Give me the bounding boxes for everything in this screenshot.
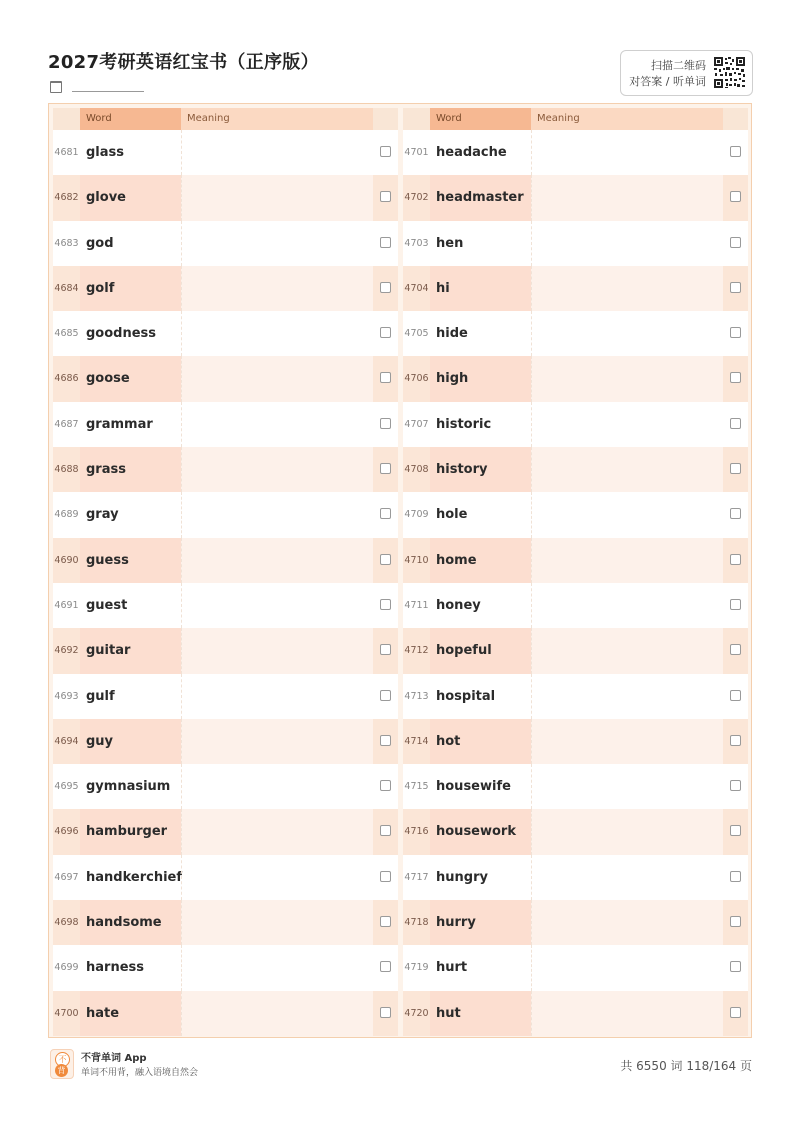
word-text: gulf — [86, 688, 115, 704]
meaning-cell[interactable] — [181, 945, 373, 990]
mastered-checkbox[interactable] — [730, 735, 741, 746]
word-number: 4710 — [403, 538, 430, 583]
check-cell — [373, 674, 398, 719]
meaning-cell[interactable] — [531, 175, 723, 220]
word-text: historic — [436, 416, 492, 432]
check-cell — [373, 311, 398, 356]
header-word: Word — [80, 108, 181, 130]
word-number: 4719 — [404, 962, 429, 974]
mastered-checkbox[interactable] — [730, 690, 741, 701]
header-meaning: Meaning — [531, 108, 723, 130]
word-text: hut — [430, 991, 531, 1036]
word-row — [53, 130, 398, 175]
mastered-checkbox[interactable] — [380, 282, 391, 293]
word-row — [53, 221, 398, 266]
word-number: 4695 — [54, 781, 79, 793]
meaning-cell[interactable] — [531, 130, 723, 175]
word-row — [403, 674, 748, 719]
check-cell — [373, 991, 398, 1036]
date-field[interactable] — [72, 91, 144, 92]
check-cell — [373, 266, 398, 311]
meaning-cell[interactable] — [181, 311, 373, 356]
word-row — [403, 764, 748, 809]
meaning-cell[interactable] — [531, 221, 723, 266]
word-text: glass — [86, 145, 125, 160]
header-word: Word — [430, 108, 531, 130]
check-cell — [723, 583, 748, 628]
app-name: 不背单词 App — [81, 1053, 147, 1064]
check-cell — [723, 764, 748, 809]
word-text: handsome — [80, 900, 181, 945]
mastered-checkbox[interactable] — [380, 372, 391, 383]
word-row — [53, 764, 398, 809]
word-text: housewife — [436, 779, 511, 795]
meaning-cell[interactable] — [181, 900, 373, 945]
check-cell — [723, 492, 748, 537]
meaning-cell[interactable] — [531, 311, 723, 356]
qr-caption — [629, 58, 706, 90]
check-cell — [373, 447, 398, 492]
word-text: hamburger — [80, 809, 181, 854]
mastered-checkbox[interactable] — [380, 599, 391, 610]
word-row — [53, 402, 398, 447]
check-cell — [373, 538, 398, 583]
word-row — [403, 266, 748, 311]
word-panel-right — [403, 108, 748, 1035]
word-number: 4705 — [404, 328, 429, 340]
word-row — [403, 945, 748, 990]
meaning-cell[interactable] — [531, 945, 723, 990]
mastered-checkbox[interactable] — [730, 825, 741, 836]
word-number: 4683 — [54, 237, 79, 249]
mastered-checkbox[interactable] — [730, 508, 741, 519]
mastered-checkbox[interactable] — [380, 463, 391, 474]
word-row — [403, 900, 748, 945]
check-cell — [723, 266, 748, 311]
word-row — [53, 855, 398, 900]
word-text: harness — [86, 960, 144, 976]
word-text: guess — [80, 538, 181, 583]
check-cell — [373, 855, 398, 900]
check-cell — [373, 719, 398, 764]
word-row — [53, 719, 398, 764]
word-number: 4701 — [404, 147, 429, 158]
mastered-checkbox[interactable] — [730, 418, 741, 429]
mastered-checkbox[interactable] — [380, 1007, 391, 1018]
check-cell — [373, 628, 398, 673]
mastered-checkbox[interactable] — [380, 825, 391, 836]
word-number: 4689 — [54, 509, 79, 521]
word-number: 4713 — [404, 690, 429, 702]
check-cell — [723, 719, 748, 764]
check-cell — [723, 130, 748, 175]
meaning-cell[interactable] — [531, 356, 723, 401]
page-info: 共 6550 词 118/164 页 — [620, 1059, 752, 1073]
word-text: high — [430, 356, 531, 401]
table-header — [53, 108, 398, 130]
meaning-cell[interactable] — [181, 583, 373, 628]
word-list — [403, 130, 748, 1036]
word-text: honey — [436, 597, 481, 613]
meaning-cell[interactable] — [181, 991, 373, 1036]
table-header — [403, 108, 748, 130]
meaning-cell[interactable] — [181, 130, 373, 175]
word-row — [53, 538, 398, 583]
mastered-checkbox[interactable] — [380, 871, 391, 882]
check-cell — [373, 221, 398, 266]
word-text: hot — [430, 719, 531, 764]
word-text: hurt — [436, 960, 468, 976]
check-cell — [373, 945, 398, 990]
word-number: 4720 — [403, 991, 430, 1036]
meaning-cell[interactable] — [531, 492, 723, 537]
meaning-cell[interactable] — [181, 266, 373, 311]
check-cell — [723, 356, 748, 401]
check-cell — [373, 130, 398, 175]
word-number: 4684 — [53, 266, 80, 311]
qr-code-icon[interactable] — [713, 56, 746, 89]
check-cell — [373, 175, 398, 220]
word-number: 4704 — [403, 266, 430, 311]
calendar-icon — [50, 81, 62, 93]
check-cell — [723, 538, 748, 583]
check-cell — [723, 945, 748, 990]
meaning-cell[interactable] — [181, 674, 373, 719]
check-cell — [723, 900, 748, 945]
mastered-checkbox[interactable] — [730, 599, 741, 610]
mastered-checkbox[interactable] — [380, 644, 391, 655]
word-text: housework — [430, 809, 531, 854]
word-row — [53, 447, 398, 492]
app-slogan: 单词不用背，融入语境自然会 — [81, 1068, 199, 1078]
word-row — [403, 719, 748, 764]
mastered-checkbox[interactable] — [730, 916, 741, 927]
mastered-checkbox[interactable] — [730, 644, 741, 655]
word-row — [53, 900, 398, 945]
word-number: 4693 — [54, 690, 79, 702]
meaning-cell[interactable] — [181, 855, 373, 900]
meaning-cell[interactable] — [181, 764, 373, 809]
word-number: 4703 — [404, 237, 429, 249]
word-number: 4688 — [53, 447, 80, 492]
word-text: headache — [436, 145, 507, 160]
word-text: goodness — [86, 326, 157, 342]
word-number: 4711 — [404, 599, 429, 611]
word-text: gymnasium — [86, 779, 171, 795]
mastered-checkbox[interactable] — [380, 916, 391, 927]
word-row — [403, 855, 748, 900]
meaning-cell[interactable] — [181, 175, 373, 220]
word-row — [53, 311, 398, 356]
word-row — [403, 991, 748, 1036]
word-row — [403, 538, 748, 583]
word-row — [403, 130, 748, 175]
meaning-cell[interactable] — [531, 538, 723, 583]
word-row — [403, 356, 748, 401]
word-number: 4696 — [53, 809, 80, 854]
word-row — [53, 628, 398, 673]
mastered-checkbox[interactable] — [730, 961, 741, 972]
mastered-checkbox[interactable] — [380, 690, 391, 701]
check-cell — [723, 855, 748, 900]
header-meaning: Meaning — [181, 108, 373, 130]
word-text: hole — [436, 507, 468, 523]
mastered-checkbox[interactable] — [380, 735, 391, 746]
word-row — [53, 945, 398, 990]
word-row — [53, 492, 398, 537]
word-text: hi — [430, 266, 531, 311]
word-number: 4706 — [403, 356, 430, 401]
word-text: gray — [86, 507, 119, 523]
check-cell — [723, 402, 748, 447]
meaning-cell[interactable] — [181, 402, 373, 447]
header-number-cell — [403, 108, 430, 130]
word-number: 4682 — [53, 175, 80, 220]
word-text: glove — [80, 175, 181, 220]
mastered-checkbox[interactable] — [730, 146, 741, 157]
word-text: headmaster — [430, 175, 531, 220]
check-cell — [723, 221, 748, 266]
word-text: grass — [80, 447, 181, 492]
meaning-cell[interactable] — [181, 628, 373, 673]
mastered-checkbox[interactable] — [730, 282, 741, 293]
word-row — [403, 583, 748, 628]
mastered-checkbox[interactable] — [730, 871, 741, 882]
qr-card[interactable] — [620, 50, 753, 96]
header-check-cell — [723, 108, 748, 130]
word-number: 4717 — [404, 871, 429, 883]
word-panel-left — [53, 108, 398, 1035]
word-row — [53, 583, 398, 628]
word-number: 4709 — [404, 509, 429, 521]
check-cell — [373, 356, 398, 401]
word-text: hungry — [436, 869, 488, 885]
word-row — [53, 991, 398, 1036]
word-text: hopeful — [430, 628, 531, 673]
page-title: 2027考研英语红宝书（正序版） — [48, 52, 319, 73]
app-logo — [50, 1049, 74, 1079]
word-text: history — [430, 447, 531, 492]
word-number: 4712 — [403, 628, 430, 673]
meaning-cell[interactable] — [531, 900, 723, 945]
meaning-cell[interactable] — [181, 356, 373, 401]
word-row — [53, 674, 398, 719]
check-cell — [723, 991, 748, 1036]
app-logo-bottom: 背 — [55, 1064, 68, 1077]
mastered-checkbox[interactable] — [730, 372, 741, 383]
meaning-cell[interactable] — [181, 719, 373, 764]
word-number: 4698 — [53, 900, 80, 945]
word-number: 4702 — [403, 175, 430, 220]
word-row — [53, 266, 398, 311]
word-text: hate — [80, 991, 181, 1036]
word-row — [53, 809, 398, 854]
word-row — [403, 402, 748, 447]
qr-caption-line2: 对答案 / 听单词 — [629, 75, 706, 88]
word-number: 4681 — [54, 147, 79, 158]
meaning-cell[interactable] — [531, 719, 723, 764]
word-number: 4694 — [53, 719, 80, 764]
app-logo-top: 不 — [55, 1052, 70, 1067]
check-cell — [723, 628, 748, 673]
meaning-cell[interactable] — [181, 221, 373, 266]
word-number: 4697 — [54, 871, 79, 883]
check-cell — [373, 809, 398, 854]
mastered-checkbox[interactable] — [380, 508, 391, 519]
word-text: handkerchief — [86, 869, 183, 885]
word-number: 4700 — [53, 991, 80, 1036]
word-number: 4708 — [403, 447, 430, 492]
header-number-cell — [53, 108, 80, 130]
meaning-cell[interactable] — [531, 266, 723, 311]
meaning-cell[interactable] — [531, 764, 723, 809]
word-number: 4699 — [54, 962, 79, 974]
word-text: hospital — [436, 688, 496, 704]
word-text: grammar — [86, 416, 153, 432]
word-number: 4691 — [54, 599, 79, 611]
mastered-checkbox[interactable] — [730, 191, 741, 202]
word-text: golf — [80, 266, 181, 311]
word-text: guy — [80, 719, 181, 764]
meaning-cell[interactable] — [531, 447, 723, 492]
meaning-cell[interactable] — [181, 492, 373, 537]
check-cell — [723, 447, 748, 492]
word-number: 4686 — [53, 356, 80, 401]
meaning-cell[interactable] — [181, 447, 373, 492]
check-cell — [723, 175, 748, 220]
word-text: god — [86, 235, 114, 251]
word-number: 4690 — [53, 538, 80, 583]
word-number: 4685 — [54, 328, 79, 340]
mastered-checkbox[interactable] — [380, 146, 391, 157]
check-cell — [373, 764, 398, 809]
mastered-checkbox[interactable] — [730, 327, 741, 338]
word-row — [403, 175, 748, 220]
meaning-cell[interactable] — [181, 538, 373, 583]
meaning-cell[interactable] — [531, 402, 723, 447]
word-number: 4715 — [404, 781, 429, 793]
word-row — [53, 175, 398, 220]
meaning-cell[interactable] — [181, 809, 373, 854]
mastered-checkbox[interactable] — [730, 1007, 741, 1018]
check-cell — [373, 492, 398, 537]
check-cell — [373, 900, 398, 945]
word-text: home — [430, 538, 531, 583]
meaning-cell[interactable] — [531, 809, 723, 854]
word-list — [53, 130, 398, 1036]
mastered-checkbox[interactable] — [730, 237, 741, 248]
word-text: hurry — [430, 900, 531, 945]
word-text: hen — [436, 235, 464, 251]
word-row — [403, 447, 748, 492]
meaning-cell[interactable] — [531, 583, 723, 628]
mastered-checkbox[interactable] — [380, 418, 391, 429]
check-cell — [373, 402, 398, 447]
mastered-checkbox[interactable] — [730, 554, 741, 565]
word-row — [403, 492, 748, 537]
meaning-cell[interactable] — [531, 991, 723, 1036]
word-text: guest — [86, 597, 128, 613]
mastered-checkbox[interactable] — [380, 191, 391, 202]
word-number: 4707 — [404, 418, 429, 430]
mastered-checkbox[interactable] — [380, 554, 391, 565]
word-table-frame — [48, 103, 752, 1038]
mastered-checkbox[interactable] — [380, 961, 391, 972]
word-number: 4714 — [403, 719, 430, 764]
mastered-checkbox[interactable] — [730, 463, 741, 474]
word-number: 4716 — [403, 809, 430, 854]
mastered-checkbox[interactable] — [380, 327, 391, 338]
word-text: guitar — [80, 628, 181, 673]
header-check-cell — [373, 108, 398, 130]
word-number: 4692 — [53, 628, 80, 673]
word-row — [403, 809, 748, 854]
word-row — [403, 628, 748, 673]
check-cell — [723, 809, 748, 854]
meaning-cell[interactable] — [531, 628, 723, 673]
word-text: hide — [436, 326, 468, 342]
word-text: goose — [80, 356, 181, 401]
meaning-cell[interactable] — [531, 674, 723, 719]
check-cell — [373, 583, 398, 628]
check-cell — [723, 311, 748, 356]
mastered-checkbox[interactable] — [730, 780, 741, 791]
check-cell — [723, 674, 748, 719]
word-number: 4687 — [54, 418, 79, 430]
word-row — [53, 356, 398, 401]
qr-caption-line1: 扫描二维码 — [651, 59, 706, 72]
mastered-checkbox[interactable] — [380, 237, 391, 248]
word-row — [403, 311, 748, 356]
meaning-cell[interactable] — [531, 855, 723, 900]
mastered-checkbox[interactable] — [380, 780, 391, 791]
word-number: 4718 — [403, 900, 430, 945]
word-row — [403, 221, 748, 266]
